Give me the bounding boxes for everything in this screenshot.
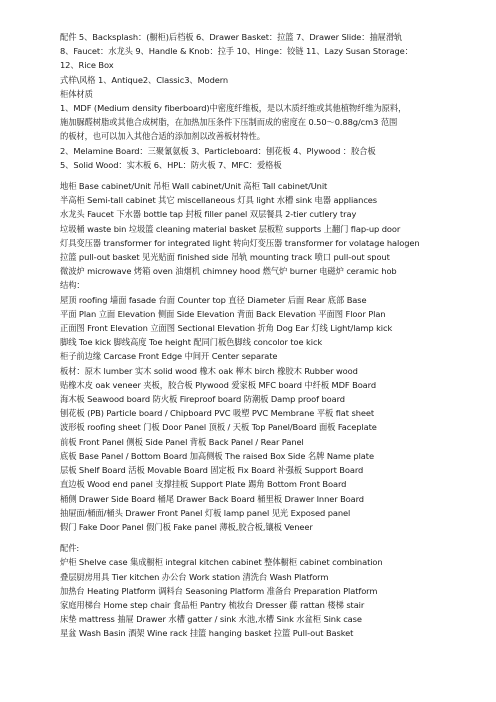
text-line: 抽屉面/桶面/桶头 Drawer Front Panel 灯板 lamp panel 见光 Exposed panel [60,507,351,518]
section-heading: 结构： [60,280,85,291]
text-line: 板材：原木 lumber 实木 solid wood 橡木 oak 榉木 birch 橡胶木 Rubber wood [60,365,358,376]
text-line: 式样\风格 1、Antique2、Classic3、Modern [60,74,229,85]
text-line: 海木板 Seawood board 防火板 Fireproof board 防潮板 Damp proof board [60,394,345,405]
text-line: 加热台 Heating Platform 调料台 Seasoning Platform 准备台 Preparation Platform [60,585,378,596]
text-line: 屋顶 roofing 墙面 fasade 台面 Counter top 直径 Diameter 后面 Rear 底部 Base [60,294,367,305]
text-line: 平面 Plan 立面 Elevation 侧面 Side Elevation 背面 Back Elevation 平面图 Floor Plan [60,308,386,319]
text-line: 的板材，也可以加入其他合适的添加剂以改善板材特性。 [60,131,265,142]
text-line: 5、Solid Wood：实木板 6、HPL：防火板 7、MFC：爱格板 [60,159,282,170]
text-line: 前板 Front Panel 侧板 Side Panel 背板 Back Panel / Rear Panel [60,436,304,447]
text-line: 地柜 Base cabinet/Unit 吊柜 Wall cabinet/Unit 高柜 Tall cabinet/Unit [60,181,328,192]
text-line: 脚线 Toe kick 脚线高度 Toe height 配同门板色脚线 concolor toe kick [60,337,323,348]
text-line: 层板 Shelf Board 活板 Movable Board 固定板 Fix Board 补强板 Support Board [60,465,364,476]
text-line: 假门 Fake Door Panel 假门板 Fake panel 薄板,胶合板,镶板 Veneer [60,521,313,532]
text-line: 家庭用梯台 Home step chair 食品柜 Pantry 梳妆台 Dresser 藤 rattan 楼梯 stair [60,599,365,610]
text-line: 拉篮 pull-out basket 见光贴面 finished side 吊轨 mounting track 喷口 pull-out spout [60,252,390,263]
text-line: 桶侧 Drawer Side Board 桶尾 Drawer Back Board 桶里板 Drawer Inner Board [60,493,364,504]
text-line: 半高柜 Semi-tall cabinet 其它 miscellaneous 灯具 light 水槽 sink 电器 appliances [60,195,378,206]
glossary-section [60,179,456,278]
text-line: 正面图 Front Elevation 立面图 Sectional Elevation 折角 Dog Ear 灯线 Light/lamp kick [60,323,393,334]
text-line: 柜子前边缘 Carcase Front Edge 中间开 Center separate [60,351,278,362]
text-line: 灯具变压器 transformer for integrated light 转向灯变压器 transformer for volatage halogen [60,237,420,248]
text-line: 贴橡木皮 oak veneer 夹板，胶合板 Plywood 爱家板 MFC board 中纤板 MDF Board [60,379,376,390]
text-line: 2、Melamine Board：三聚氰氨板 3、Particleboard：刨花板 4、Plywood ：胶合板 [60,145,376,156]
text-line: 1、MDF (Medium density fiberboard)中密度纤维板，是以木质纤维或其他植物纤维为原料， [60,103,407,114]
text-line: 8、Faucet：水龙头 9、Handle & Knob：拉手 10、Hinge：铰链 11、Lazy Susan Storage： [60,46,413,57]
text-line: 垃圾桶 waste bin 垃圾篮 cleaning material basket 层板粒 supports 上翻门 flap-up door [60,223,401,234]
text-line: 炉柜 Shelve case 集成橱柜 integral kitchen cabinet 整体橱柜 cabinet combination [60,557,383,568]
text-line: 柜体材质 [60,88,93,99]
text-line: 床垫 mattress 抽屉 Drawer 水槽 gatter / sink 水池,水槽 Sink 水盆柜 Sink case [60,614,362,625]
text-line: 底板 Base Panel / Bottom Board 加高侧板 The raised Box Side 名牌 Name plate [60,450,374,461]
intro-section [60,30,456,172]
section-heading: 配件: [60,543,80,554]
text-line: 12、Rice Box [60,60,114,71]
parts-section [60,541,456,640]
text-line: 水龙头 Faucet 下水器 bottle tap 封板 filler panel 双层餐具 2-tier cutlery tray [60,209,357,220]
text-line: 施加脲醛树脂或其他合成树脂，在加热加压条件下压制而成的密度在 0.50～0.88g/cm3 范围 [60,117,398,128]
structure-section [60,278,456,534]
text-line: 配件 5、Backsplash：(橱柜)后档板 6、Drawer Basket：拉篮 7、Drawer Slide：抽屉滑轨 [60,32,403,42]
text-line: 叠层厨房用具 Tier kitchen 办公台 Work station 清洗台 Wash Platform [60,571,329,582]
text-line: 直边板 Wood end panel 支撑挂板 Support Plate 踢角 Bottom Front Board [60,479,347,490]
text-line: 星盆 Wash Basin 酒架 Wine rack 挂篮 hanging basket 拉篮 Pull-out Basket [60,628,354,639]
text-line: 刨花板 (PB) Particle board / Chipboard PVC 吸塑 PVC Membrane 平板 flat sheet [60,408,375,419]
text-line: 微波炉 microwave 烤箱 oven 油烟机 chimney hood 燃气炉 burner 电磁炉 ceramic hob [60,266,397,277]
text-line: 波形板 roofing sheet 门板 Door Panel 顶板 / 天板 Top Panel/Board 面板 Faceplate [60,422,377,433]
